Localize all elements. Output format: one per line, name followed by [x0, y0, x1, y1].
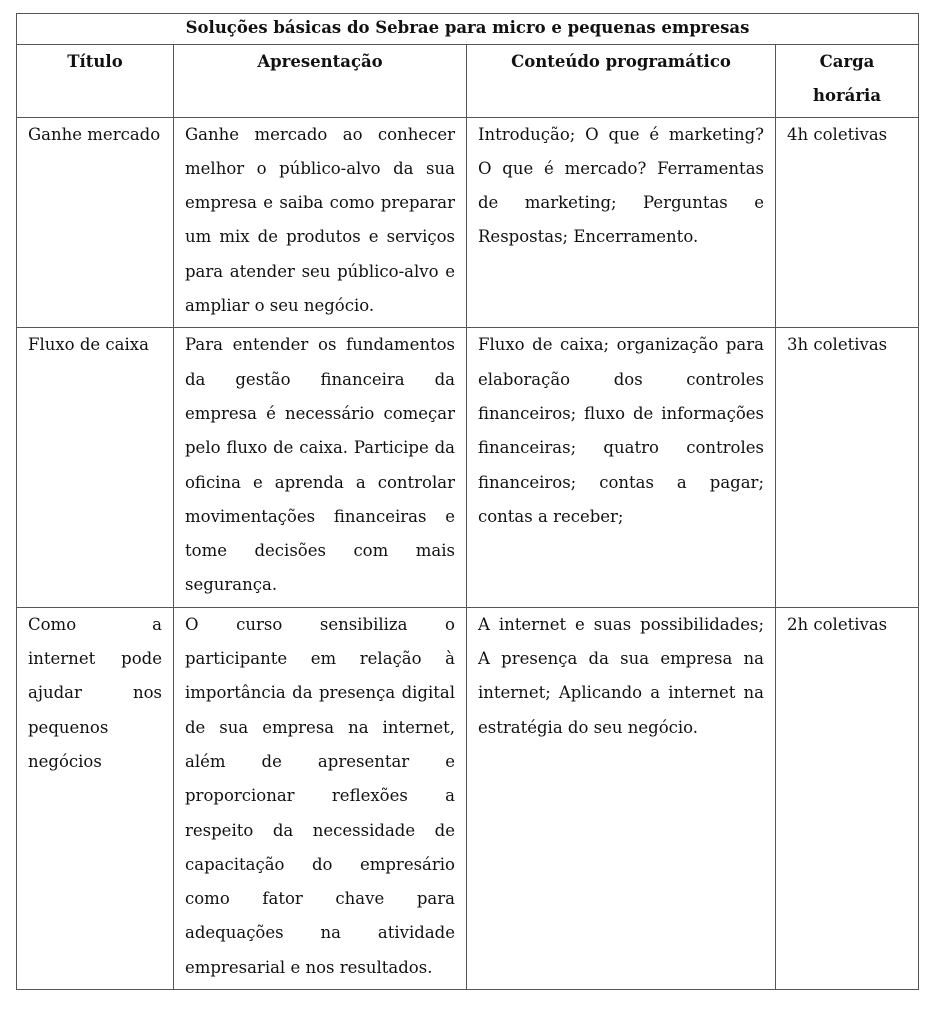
cell-titulo: Como a internet pode ajudar nos pequenos negócios	[17, 607, 174, 989]
cell-conteudo: Fluxo de caixa; organização para elaboração dos controles financeiros; fluxo de informações financeiras; quatro controles financeiros; contas a pagar; contas a receber;	[467, 328, 776, 607]
header-row	[17, 45, 919, 118]
cell-apresentacao: Ganhe mercado ao conhecer melhor o público-alvo da sua empresa e saiba como preparar um mix de produtos e serviços para atender seu público-alvo e ampliar o seu negócio.	[174, 117, 467, 328]
cell-conteudo: Introdução; O que é marketing? O que é mercado? Ferramentas de marketing; Perguntas e Respostas; Encerramento.	[467, 117, 776, 328]
header-conteudo: Conteúdo programático	[467, 45, 776, 118]
caption-row	[17, 14, 919, 45]
cell-carga: 3h coletivas	[776, 328, 919, 607]
solutions-table	[16, 13, 919, 990]
cell-carga: 2h coletivas	[776, 607, 919, 989]
table-caption: Soluções básicas do Sebrae para micro e pequenas empresas	[17, 14, 919, 45]
header-apresentacao: Apresentação	[174, 45, 467, 118]
table-row	[17, 117, 919, 328]
table-row	[17, 328, 919, 607]
cell-conteudo: A internet e suas possibilidades; A presença da sua empresa na internet; Aplicando a internet na estratégia do seu negócio.	[467, 607, 776, 989]
cell-titulo: Ganhe mercado	[17, 117, 174, 328]
cell-apresentacao: O curso sensibiliza o participante em relação à importância da presença digital de sua empresa na internet, além de apresentar e proporcionar reflexões a respeito da necessidade de capacitação do empresário como fator chave para adequações na atividade empresarial e nos resultados.	[174, 607, 467, 989]
header-carga: Carga horária	[776, 45, 919, 118]
cell-apresentacao: Para entender os fundamentos da gestão financeira da empresa é necessário começar pelo fluxo de caixa. Participe da oficina e aprenda a controlar movimentações financeiras e tome decisões com mais segurança.	[174, 328, 467, 607]
header-titulo: Título	[17, 45, 174, 118]
cell-titulo: Fluxo de caixa	[17, 328, 174, 607]
cell-carga: 4h coletivas	[776, 117, 919, 328]
table-row	[17, 607, 919, 989]
